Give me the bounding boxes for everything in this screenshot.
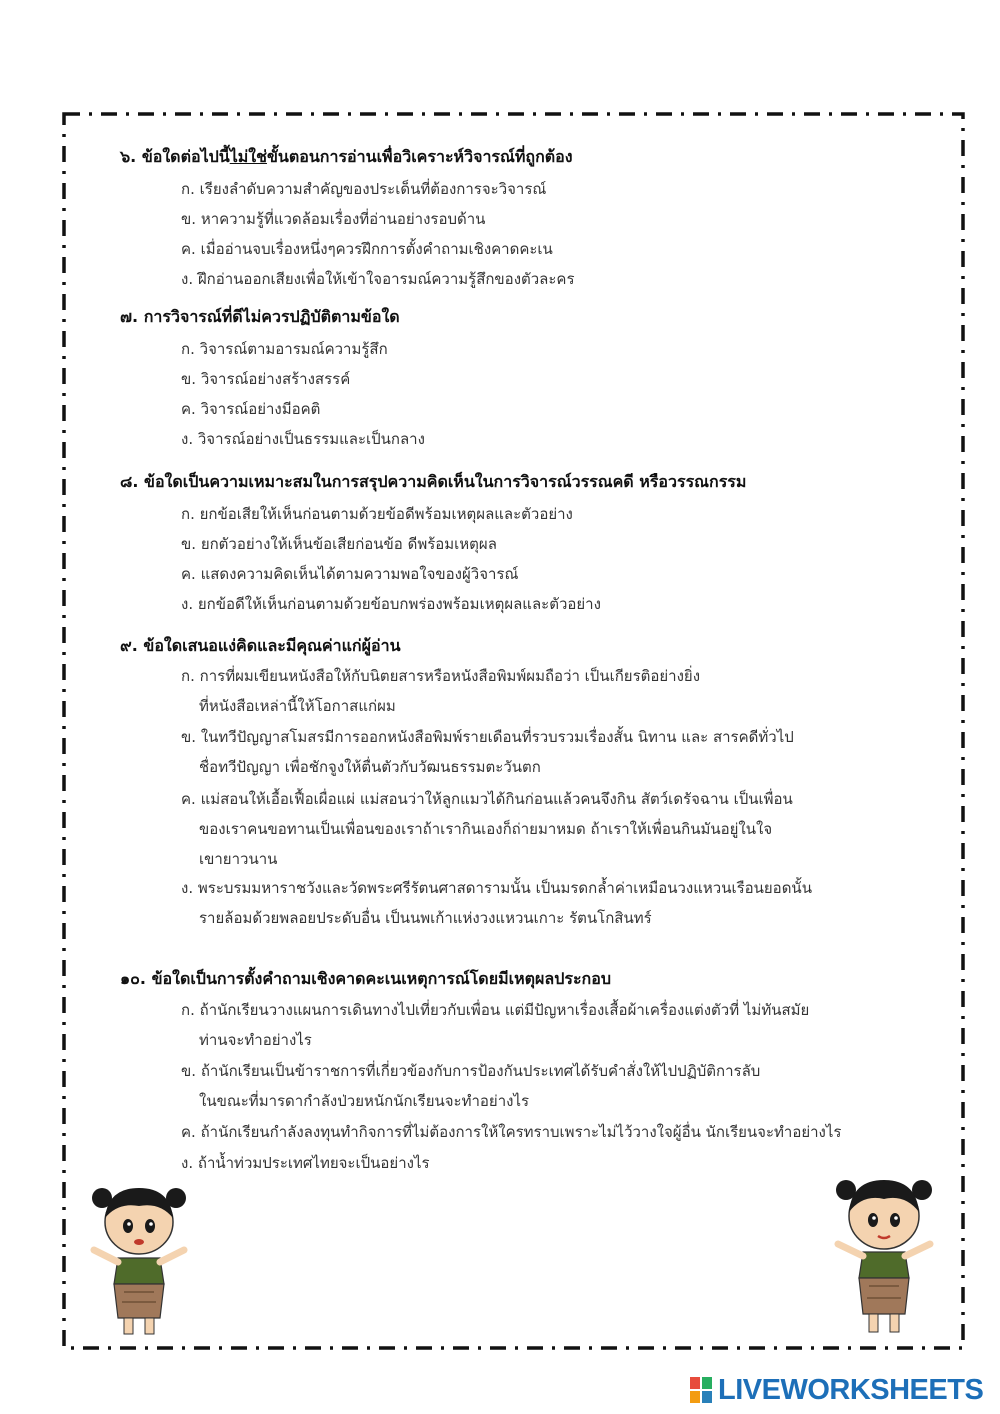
option-8-c[interactable] (181, 562, 518, 586)
option-10-c[interactable] (181, 1120, 841, 1144)
question-text-underlined: ไม่ใช่ (229, 147, 267, 166)
question-number: ๙. (120, 636, 138, 655)
option-text: แสดงความคิดเห็นได้ตามความพอใจของผู้วิจารณ์ (200, 565, 519, 583)
option-text: วิจารณ์อย่างสร้างสรรค์ (200, 370, 351, 388)
liveworksheets-logo[interactable] (690, 1370, 990, 1410)
liveworksheets-mark-icon (690, 1377, 712, 1403)
option-text: วิจารณ์ตามอารมณ์ความรู้สึก (199, 340, 388, 358)
option-7-d[interactable] (181, 427, 425, 451)
option-text: ถ้าน้ำท่วมประเทศไทยจะเป็นอย่างไร (197, 1154, 430, 1172)
option-label: ง. (181, 595, 194, 613)
option-label: ก. (181, 340, 195, 358)
option-text: เมื่ออ่านจบเรื่องหนึ่งๆควรฝึกการตั้งคำถามเชิงคาดคะเน (200, 240, 553, 258)
question-text: ข้อใดเป็นการตั้งคำถามเชิงคาดคะเนเหตุการณ์โดยมีเหตุผลประกอบ (151, 969, 611, 988)
thai-girl-character-left-icon (88, 1180, 190, 1340)
question-text-part: ขั้นตอนการอ่านเพื่อวิเคราะห์วิจารณ์ที่ถูกต้อง (266, 147, 573, 166)
option-9-b-continued: ชื่อทวีปัญญา เพื่อชักจูงให้ตื่นตัวกับวัฒนธรรมตะวันตก (199, 758, 541, 776)
option-7-b[interactable] (181, 367, 350, 391)
option-9-c-continued: เขายาวนาน (199, 850, 278, 868)
option-label: ข. (181, 210, 197, 228)
question-text: การวิจารณ์ที่ดีไม่ควรปฏิบัติตามข้อใด (143, 307, 400, 326)
option-text: หาความรู้ที่แวดล้อมเรื่องที่อ่านอย่างรอบด้าน (200, 210, 486, 228)
liveworksheets-wordmark: LIVEWORKSHEETS (718, 1373, 984, 1406)
option-text: การที่ผมเขียนหนังสือให้กับนิตยสารหรือหนังสือพิมพ์ผมถือว่า เป็นเกียรติอย่างยิ่ง (199, 667, 701, 685)
option-text: ฝึกอ่านออกเสียงเพื่อให้เข้าใจอารมณ์ความรู้สึกของตัวละคร (197, 270, 575, 288)
option-label: ง. (181, 1154, 194, 1172)
option-9-d-continued: รายล้อมด้วยพลอยประดับอื่น เป็นนพเก้าแห่งวงแหวนเกาะ รัตนโกสินทร์ (199, 909, 652, 927)
option-8-d[interactable] (181, 592, 601, 616)
option-6-c[interactable] (181, 237, 553, 261)
option-9-c[interactable] (181, 787, 793, 811)
question-9 (120, 634, 401, 659)
option-label: ข. (181, 1062, 197, 1080)
option-9-b[interactable] (181, 725, 794, 749)
option-10-a[interactable] (181, 998, 809, 1022)
option-text: ถ้านักเรียนเป็นข้าราชการที่เกี่ยวข้องกับการป้องกันประเทศได้รับคำสั่งให้ไปปฏิบัติการลับ (200, 1062, 761, 1080)
question-6 (120, 145, 573, 170)
option-text: ถ้านักเรียนกำลังลงทุนทำกิจการที่ไม่ต้องการให้ใครทราบเพราะไม่ไว้วางใจผู้อื่น นักเรียนจะทำอย่างไร (200, 1123, 842, 1141)
thai-girl-character-right-icon (832, 1172, 936, 1338)
option-9-a-continued: ที่หนังสือเหล่านี้ให้โอกาสแก่ผม (199, 697, 396, 715)
option-10-a-continued: ท่านจะทำอย่างไร (199, 1031, 312, 1049)
option-text: พระบรมมหาราชวังและวัดพระศรีรัตนศาสดารามนั้น เป็นมรดกล้ำค่าเหมือนวงแหวนเรือนยอดนั้น (197, 879, 812, 897)
option-text: เรียงลำดับความสำคัญของประเด็นที่ต้องการจะวิจารณ์ (199, 180, 547, 198)
option-9-a[interactable] (181, 664, 700, 688)
option-label: ง. (181, 879, 194, 897)
option-10-b[interactable] (181, 1059, 760, 1083)
question-number: ๖. (120, 147, 137, 166)
option-9-d[interactable] (181, 876, 812, 900)
question-8 (120, 470, 746, 495)
option-text: วิจารณ์อย่างเป็นธรรมและเป็นกลาง (197, 430, 425, 448)
option-9-c-continued: ของเราคนขอทานเป็นเพื่อนของเราถ้าเรากินเองก็ถ่ายมาหมด ถ้าเราให้เพื่อนกินมันอยู่ในใจ (199, 820, 773, 838)
option-text: ในทวีปัญญาสโมสรมีการออกหนังสือพิมพ์รายเดือนที่รวบรวมเรื่องสั้น นิทาน และ สารคดีทั่วไป (200, 728, 794, 746)
option-text: วิจารณ์อย่างมีอคติ (200, 400, 321, 418)
option-text: ยกตัวอย่างให้เห็นข้อเสียก่อนข้อ ดีพร้อมเหตุผล (200, 535, 497, 553)
option-label: ง. (181, 270, 194, 288)
question-number: ๗. (120, 307, 139, 326)
option-10-d[interactable] (181, 1151, 430, 1175)
question-text: ข้อใดเป็นความเหมาะสมในการสรุปความคิดเห็นในการวิจารณ์วรรณคดี หรือวรรณกรรม (144, 472, 747, 491)
option-text: ถ้านักเรียนวางแผนการเดินทางไปเที่ยวกับเพื่อน แต่มีปัญหาเรื่องเสื้อผ้าเครื่องแต่งตัวที่ ไม่ทันสมัย (199, 1001, 810, 1019)
option-label: ข. (181, 370, 197, 388)
option-6-d[interactable] (181, 267, 575, 291)
option-label: ค. (181, 565, 196, 583)
option-7-a[interactable] (181, 337, 388, 361)
option-6-a[interactable] (181, 177, 546, 201)
option-7-c[interactable] (181, 397, 320, 421)
question-number: ๘. (120, 472, 139, 491)
question-number: ๑๐. (120, 969, 146, 988)
option-label: ข. (181, 728, 197, 746)
option-label: ค. (181, 790, 196, 808)
option-label: ค. (181, 1123, 196, 1141)
option-label: ก. (181, 667, 195, 685)
question-10 (120, 967, 611, 992)
question-7 (120, 305, 400, 330)
option-label: ค. (181, 240, 196, 258)
option-label: ก. (181, 180, 195, 198)
option-text: แม่สอนให้เอื้อเฟื้อเผื่อแผ่ แม่สอนว่าให้ลูกแมวได้กินก่อนแล้วคนจึงกิน สัตว์เดรัจฉาน เป็นเพื่อน (200, 790, 793, 808)
question-text-part: ข้อใดต่อไปนี้ (141, 147, 230, 166)
question-text: ข้อใดเสนอแง่คิดและมีคุณค่าแก่ผู้อ่าน (143, 636, 401, 655)
option-text: ยกข้อดีให้เห็นก่อนตามด้วยข้อบกพร่องพร้อมเหตุผลและตัวอย่าง (197, 595, 601, 613)
option-text: ยกข้อเสียให้เห็นก่อนตามด้วยข้อดีพร้อมเหตุผลและตัวอย่าง (199, 505, 573, 523)
option-6-b[interactable] (181, 207, 485, 231)
option-label: ก. (181, 505, 195, 523)
option-label: ค. (181, 400, 196, 418)
option-label: ก. (181, 1001, 195, 1019)
option-10-b-continued: ในขณะที่มารดากำลังป่วยหนักนักเรียนจะทำอย่างไร (199, 1092, 530, 1110)
option-label: ข. (181, 535, 197, 553)
option-label: ง. (181, 430, 194, 448)
option-8-b[interactable] (181, 532, 497, 556)
option-8-a[interactable] (181, 502, 573, 526)
